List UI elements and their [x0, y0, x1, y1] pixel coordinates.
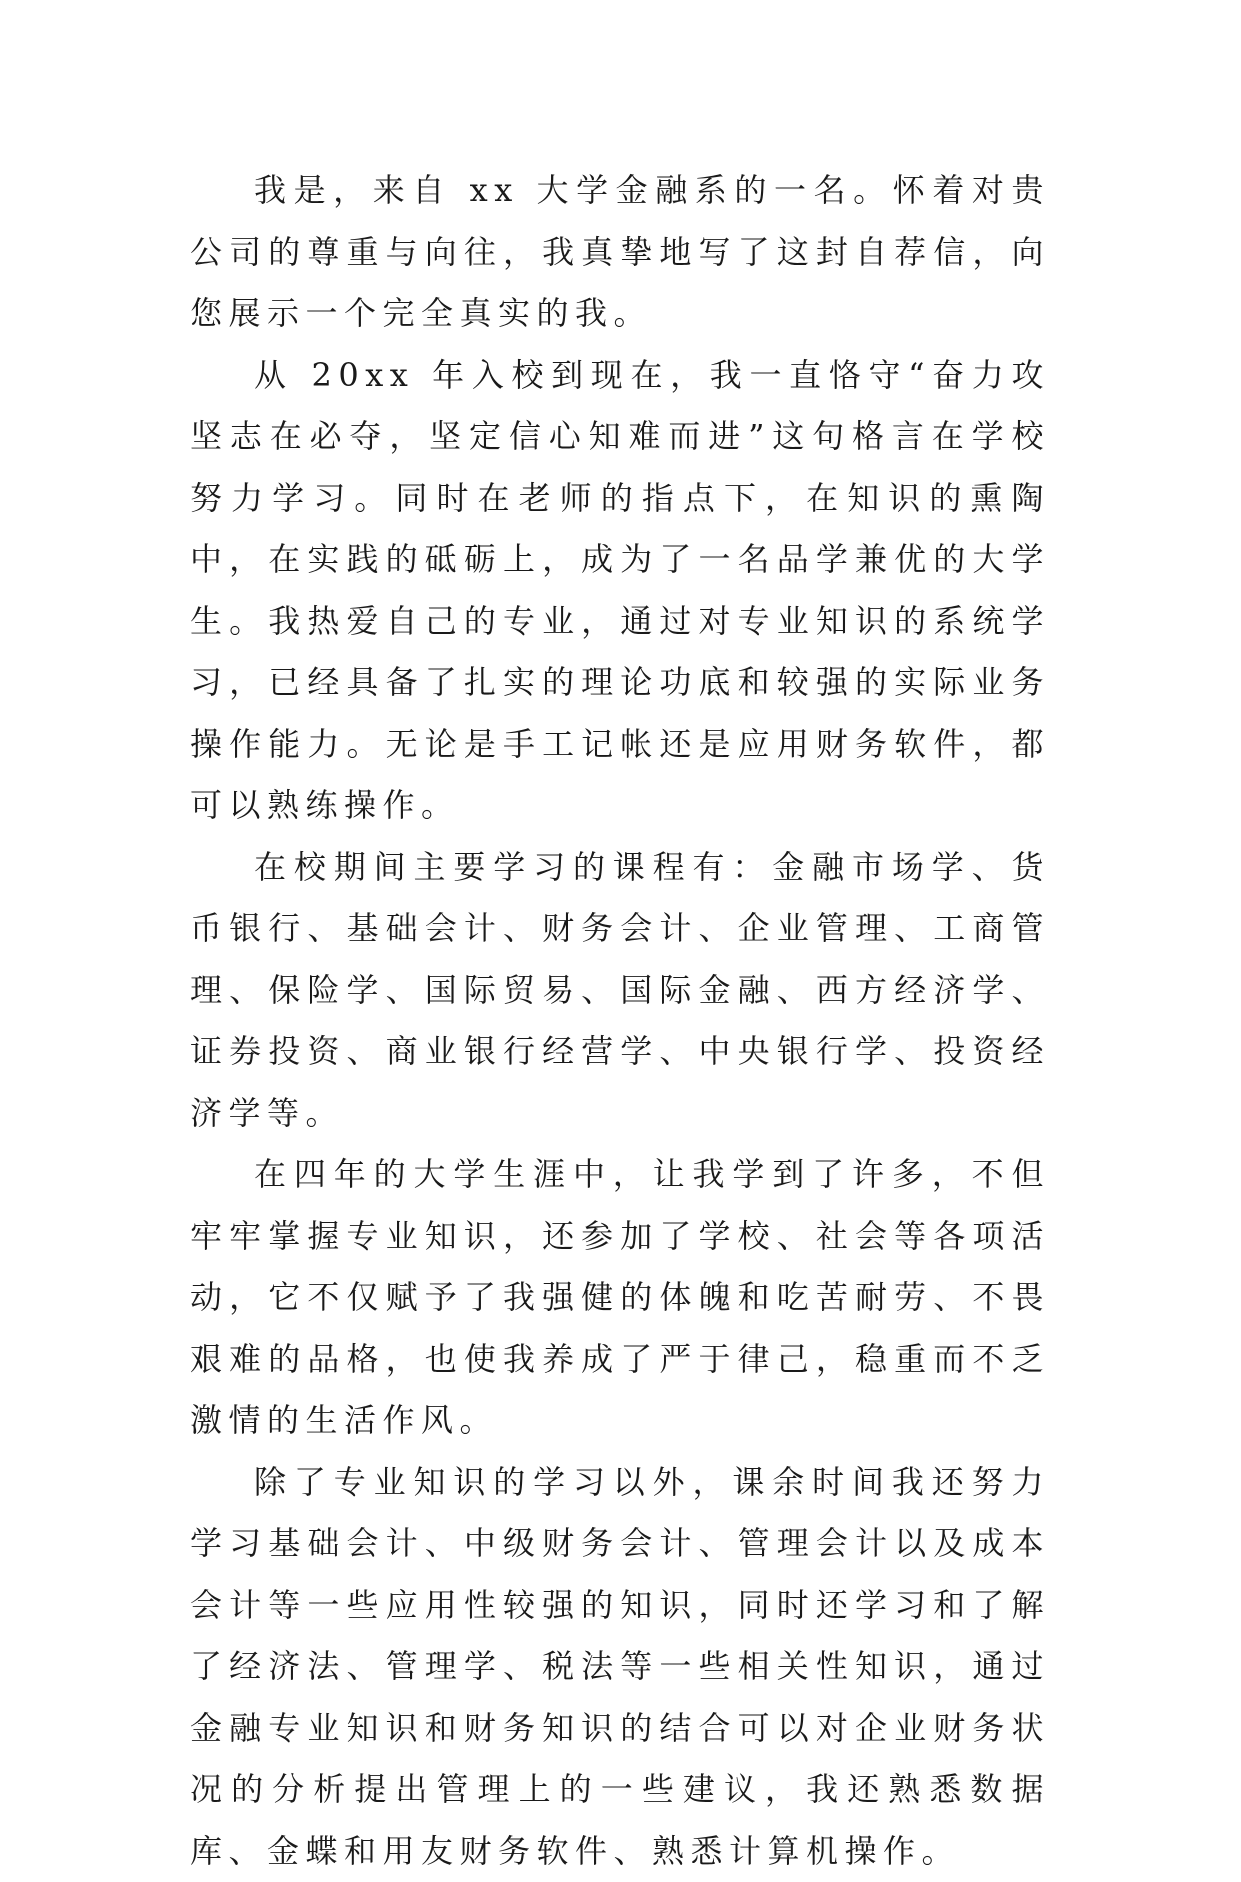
paragraph-introduction: 我是，来自 xx 大学金融系的一名。怀着对贵公司的尊重与向往，我真挚地写了这封自荐信，向您展示一个完全真实的我。	[190, 160, 1050, 345]
paragraph-study-experience: 从 20xx 年入校到现在，我一直恪守“奋力攻坚志在必夺，坚定信心知难而进”这句格言在学校努力学习。同时在老师的指点下，在知识的熏陶中，在实践的砥砺上，成为了一名品学兼优的大学生。我热爱自己的专业，通过对专业知识的系统学习，已经具备了扎实的理论功底和较强的实际业务操作能力。无论是手工记帐还是应用财务软件，都可以熟练操作。	[190, 345, 1050, 837]
paragraph-university-life: 在四年的大学生涯中，让我学到了许多，不但牢牢掌握专业知识，还参加了学校、社会等各项活动，它不仅赋予了我强健的体魄和吃苦耐劳、不畏艰难的品格，也使我养成了严于律己，稳重而不乏激情的生活作风。	[190, 1144, 1050, 1452]
paragraph-extra-learning: 除了专业知识的学习以外，课余时间我还努力学习基础会计、中级财务会计、管理会计以及成本会计等一些应用性较强的知识，同时还学习和了解了经济法、管理学、税法等一些相关性知识，通过金融专业知识和财务知识的结合可以对企业财务状况的分析提出管理上的一些建议，我还熟悉数据库、金蝶和用友财务软件、熟悉计算机操作。	[190, 1452, 1050, 1882]
letter-body	[190, 160, 1050, 1882]
paragraph-courses: 在校期间主要学习的课程有：金融市场学、货币银行、基础会计、财务会计、企业管理、工商管理、保险学、国际贸易、国际金融、西方经济学、证券投资、商业银行经营学、中央银行学、投资经济学等。	[190, 837, 1050, 1145]
